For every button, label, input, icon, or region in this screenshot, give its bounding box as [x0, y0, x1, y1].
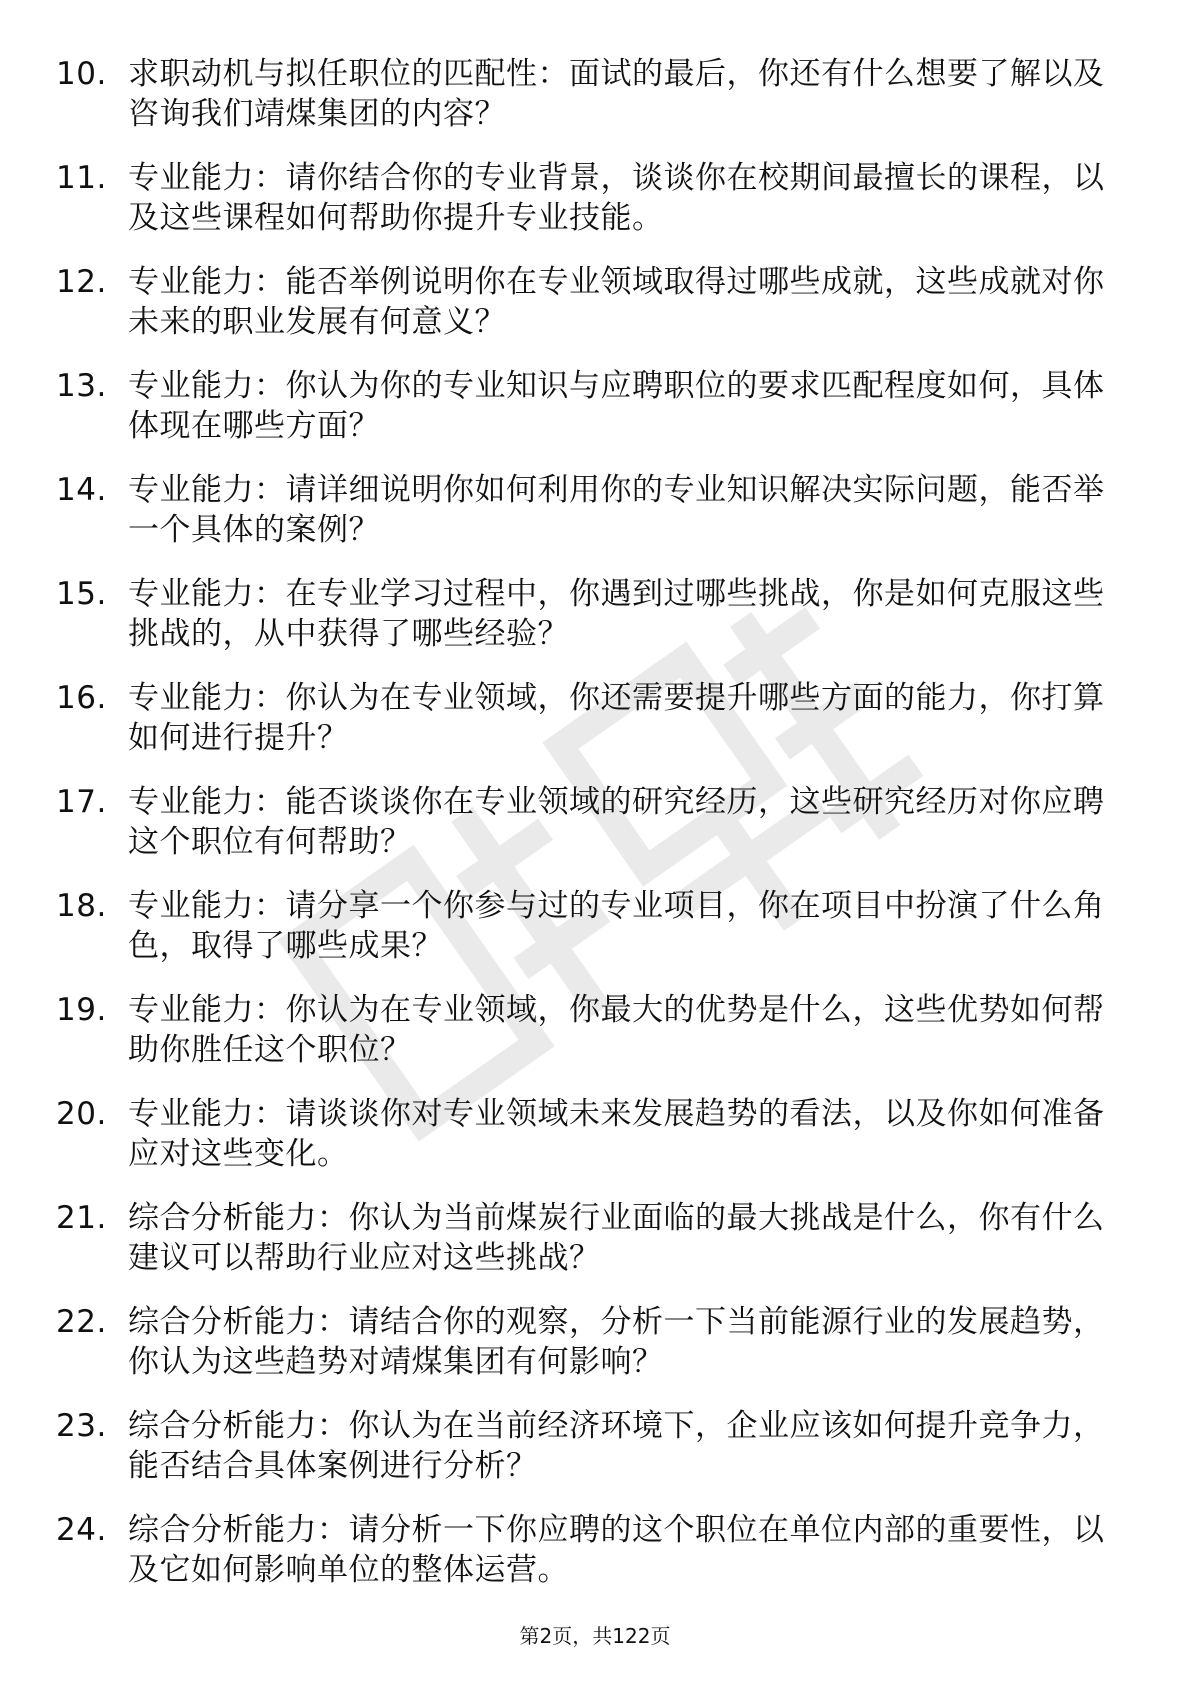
question-text: 综合分析能力：你认为在当前经济环境下，企业应该如何提升竞争力，能否结合具体案例进行分析？	[128, 1408, 1105, 1484]
question-item	[56, 1094, 1116, 1198]
question-text: 专业能力：请谈谈你对专业领域未来发展趋势的看法，以及你如何准备应对这些变化。	[128, 1096, 1105, 1172]
question-number: 21.	[56, 1200, 107, 1236]
question-number: 17.	[56, 784, 107, 820]
question-text: 求职动机与拟任职位的匹配性：面试的最后，你还有什么想要了解以及咨询我们靖煤集团的内容？	[128, 56, 1105, 132]
question-item	[56, 990, 1116, 1094]
question-text: 专业能力：请分享一个你参与过的专业项目，你在项目中扮演了什么角色，取得了哪些成果？	[128, 888, 1105, 964]
question-text: 专业能力：能否举例说明你在专业领域取得过哪些成就，这些成就对你未来的职业发展有何意义？	[128, 264, 1105, 340]
question-item	[56, 54, 1116, 158]
question-item	[56, 678, 1116, 782]
question-item	[56, 1198, 1116, 1302]
page-number-label: 第2页，共122页	[519, 1624, 671, 1648]
question-item	[56, 158, 1116, 262]
question-item	[56, 470, 1116, 574]
question-number: 18.	[56, 888, 107, 924]
question-item	[56, 262, 1116, 366]
question-item	[56, 574, 1116, 678]
question-number: 23.	[56, 1408, 107, 1444]
question-text: 专业能力：在专业学习过程中，你遇到过哪些挑战，你是如何克服这些挑战的，从中获得了哪些经验？	[128, 576, 1105, 652]
question-number: 24.	[56, 1512, 107, 1548]
question-number: 20.	[56, 1096, 107, 1132]
question-item	[56, 1302, 1116, 1406]
question-item	[56, 1406, 1116, 1510]
question-text: 综合分析能力：请分析一下你应聘的这个职位在单位内部的重要性，以及它如何影响单位的整体运营。	[128, 1512, 1105, 1588]
question-text: 专业能力：你认为你的专业知识与应聘职位的要求匹配程度如何，具体体现在哪些方面？	[128, 368, 1105, 444]
question-number: 11.	[56, 160, 107, 196]
question-number: 13.	[56, 368, 107, 404]
question-item	[56, 782, 1116, 886]
question-item	[56, 886, 1116, 990]
question-number: 14.	[56, 472, 107, 508]
question-text: 专业能力：你认为在专业领域，你还需要提升哪些方面的能力，你打算如何进行提升？	[128, 680, 1105, 756]
question-text: 专业能力：请详细说明你如何利用你的专业知识解决实际问题，能否举一个具体的案例？	[128, 472, 1105, 548]
question-number: 22.	[56, 1304, 107, 1340]
question-number: 12.	[56, 264, 107, 300]
question-number: 15.	[56, 576, 107, 612]
question-number: 19.	[56, 992, 107, 1028]
question-number: 16.	[56, 680, 107, 716]
page-footer	[0, 1620, 1190, 1649]
question-list	[56, 54, 1116, 1614]
question-item	[56, 366, 1116, 470]
question-text: 专业能力：能否谈谈你在专业领域的研究经历，这些研究经历对你应聘这个职位有何帮助？	[128, 784, 1105, 860]
question-item	[56, 1510, 1116, 1614]
question-text: 综合分析能力：请结合你的观察，分析一下当前能源行业的发展趋势，你认为这些趋势对靖煤集团有何影响？	[128, 1304, 1105, 1380]
question-text: 专业能力：请你结合你的专业背景，谈谈你在校期间最擅长的课程，以及这些课程如何帮助你提升专业技能。	[128, 160, 1105, 236]
question-number: 10.	[56, 56, 107, 92]
question-text: 综合分析能力：你认为当前煤炭行业面临的最大挑战是什么，你有什么建议可以帮助行业应对这些挑战？	[128, 1200, 1105, 1276]
question-text: 专业能力：你认为在专业领域，你最大的优势是什么，这些优势如何帮助你胜任这个职位？	[128, 992, 1105, 1068]
